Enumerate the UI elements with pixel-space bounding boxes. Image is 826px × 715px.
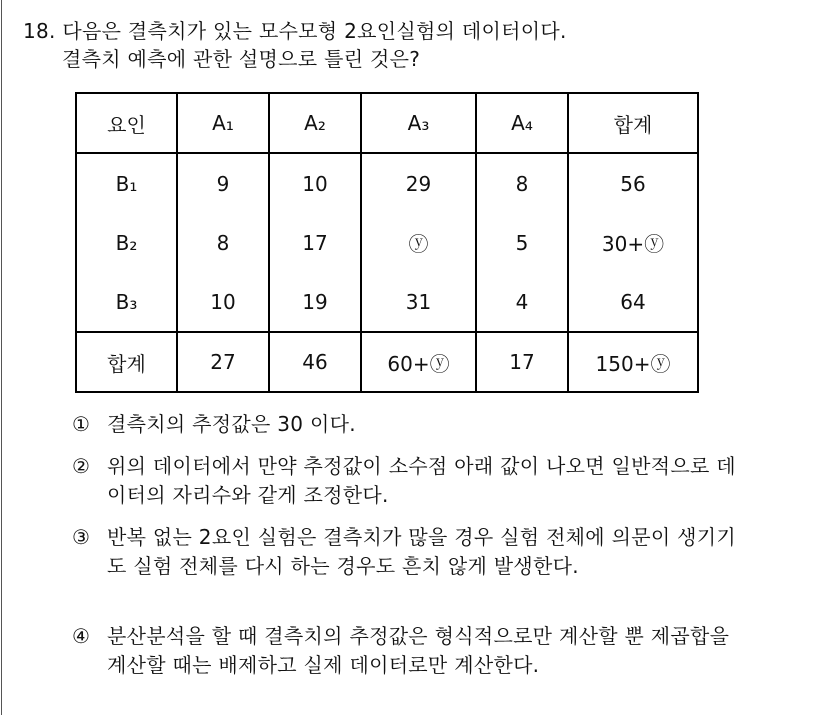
option-number: ② <box>72 454 91 478</box>
question-text-1: 다음은 결측치가 있는 모수모형 2요인실험의 데이터이다. <box>62 19 567 43</box>
table-row <box>76 153 698 213</box>
total-cell: 60+ⓨ <box>361 332 476 392</box>
table-cell: 8 <box>177 213 269 272</box>
option-number: ④ <box>72 624 91 648</box>
option-text: 결측치의 추정값은 30 이다. <box>107 412 356 436</box>
total-cell: 46 <box>269 332 361 392</box>
table-cell: 8 <box>476 153 568 213</box>
answer-option-2[interactable] <box>72 452 747 510</box>
table-cell: 29 <box>361 153 476 213</box>
header-cell: 요인 <box>76 93 177 153</box>
option-text: 분산분석을 할 때 결측치의 추정값은 형식적으로만 계산할 뿐 제곱합을 계산할 때는 배제하고 실제 데이터로만 계산한다. <box>107 624 730 677</box>
missing-value-cell: ⓨ <box>361 213 476 272</box>
table-total-row <box>76 332 698 392</box>
table-cell: 64 <box>568 272 698 332</box>
table-cell: 17 <box>269 213 361 272</box>
header-cell: A₄ <box>476 93 568 153</box>
row-label: B₁ <box>76 153 177 213</box>
header-cell: 합계 <box>568 93 698 153</box>
question-line-2: 결측치 예측에 관한 설명으로 틀린 것은? <box>62 47 421 71</box>
total-cell: 150+ⓨ <box>568 332 698 392</box>
table-cell: 10 <box>177 272 269 332</box>
table-cell: 4 <box>476 272 568 332</box>
table-cell: 31 <box>361 272 476 332</box>
table-cell: 5 <box>476 213 568 272</box>
row-label: B₂ <box>76 213 177 272</box>
header-cell: A₃ <box>361 93 476 153</box>
total-cell: 17 <box>476 332 568 392</box>
header-cell: A₁ <box>177 93 269 153</box>
answer-option-1[interactable] <box>72 410 747 439</box>
answer-option-4[interactable] <box>72 622 747 680</box>
option-text: 위의 데이터에서 만약 추정값이 소수점 아래 값이 나오면 일반적으로 데이터의 자리수와 같게 조정한다. <box>107 454 736 507</box>
option-number: ① <box>72 412 91 436</box>
row-label: 합계 <box>76 332 177 392</box>
table-cell: 30+ⓨ <box>568 213 698 272</box>
total-cell: 27 <box>177 332 269 392</box>
table-cell: 9 <box>177 153 269 213</box>
table-cell: 19 <box>269 272 361 332</box>
page-left-border <box>1 0 2 715</box>
table-cell: 56 <box>568 153 698 213</box>
option-number: ③ <box>72 525 91 549</box>
table-cell: 10 <box>269 153 361 213</box>
table-row <box>76 272 698 332</box>
option-text: 반복 없는 2요인 실험은 결측치가 많을 경우 실험 전체에 의문이 생기기도 실험 전체를 다시 하는 경우도 흔치 않게 발생한다. <box>107 525 736 578</box>
question-line-1 <box>23 19 567 43</box>
question-number: 18. <box>23 19 56 43</box>
table-row <box>76 213 698 272</box>
row-label: B₃ <box>76 272 177 332</box>
header-cell: A₂ <box>269 93 361 153</box>
table-header-row <box>76 93 698 153</box>
answer-option-3[interactable] <box>72 523 747 581</box>
data-table <box>75 92 699 393</box>
